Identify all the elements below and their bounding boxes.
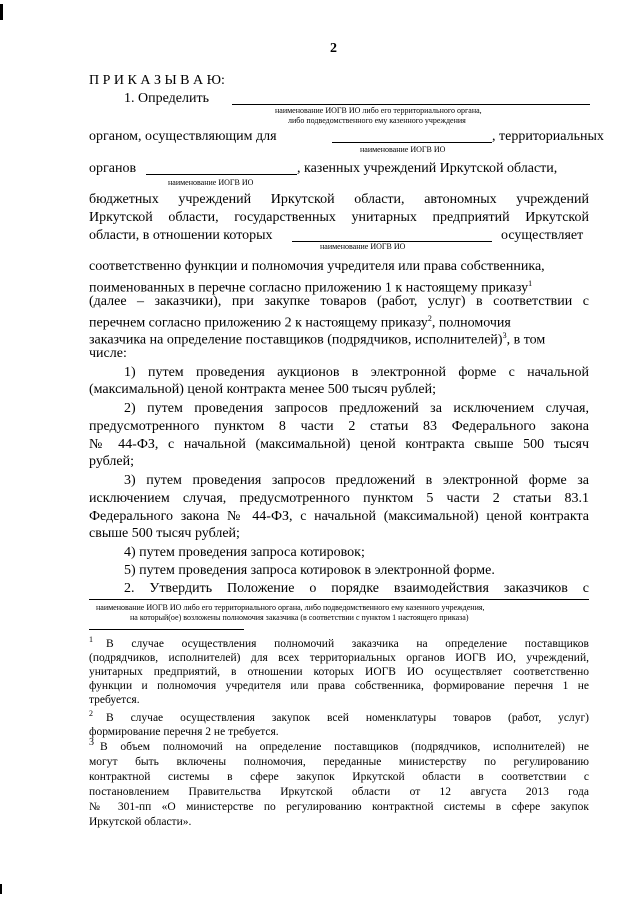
- scan-mark-bottom: [0, 884, 2, 894]
- subitem2-line4: рублей;: [89, 454, 134, 469]
- line6-right: осуществляет: [501, 228, 584, 243]
- footnote-1-line1: В случае осуществления полномочий заказчика на определение поставщиков: [106, 638, 589, 650]
- blank-line-3: [146, 174, 297, 175]
- footnote-3-mark: 3: [89, 737, 94, 748]
- line10-text: перечнем согласно приложению 2 к настоящему приказу: [89, 315, 428, 331]
- footnote-2-mark: 2: [89, 709, 93, 718]
- footnote-3-line5: № 301-пп «О министерстве по регулированию контрактной системы в сфере закупок: [89, 801, 589, 813]
- footnote-2-line1: В случае осуществления закупок всей номенклатуры товаров (работ, услуг): [106, 712, 589, 724]
- footnote-ref-2: 2: [427, 314, 432, 323]
- footnote-1-line4: функции и полномочия учредителя или права собственника, формирование перечня 1 не: [89, 680, 589, 692]
- footnote-ref-1: 1: [528, 279, 533, 288]
- line2-left: органом, осуществляющим для: [89, 129, 277, 144]
- subitem3-line3: Федерального закона № 44-ФЗ, с начальной (максимальной) ценой контракта: [89, 509, 589, 524]
- line2-right: , территориальных: [492, 129, 604, 144]
- footnote-3-line4: постановлением Правительства Иркутской области от 12 августа 2013 года: [89, 786, 589, 798]
- item2-text: 2. Утвердить Положение о порядке взаимодействия заказчиков с: [124, 581, 589, 596]
- line9: (далее – заказчики), при закупке товаров (работ, услуг) в соответствии с: [89, 294, 589, 309]
- caption-1a: наименование ИОГВ ИО либо его территориального органа,: [275, 106, 482, 115]
- subitem3-line1: 3) путем проведения запросов предложений в электронной форме за: [124, 473, 589, 488]
- line3-right: , казенных учреждений Иркутской области,: [297, 161, 558, 176]
- item2-caption-2: на который(ое) возложены полномочия заказчика (в соответствии с пунктом 1 настоящего приказа): [130, 613, 469, 622]
- footnote-2-line2: формирование перечня 2 не требуется.: [89, 726, 279, 738]
- line3-left: органов: [89, 161, 137, 176]
- line8-text: поименованных в перечне согласно приложению 1 к настоящему приказу: [89, 280, 529, 296]
- footnote-1-line5: требуется.: [89, 694, 140, 706]
- subitem1-line2: (максимальной) ценой контракта менее 500 тысяч рублей;: [89, 382, 437, 397]
- subitem5: 5) путем проведения запроса котировок в электронной форме.: [124, 563, 495, 578]
- caption-4: наименование ИОГВ ИО: [320, 242, 406, 251]
- caption-3: наименование ИОГВ ИО: [168, 178, 254, 187]
- subitem2-line2: предусмотренного пунктом 8 части 2 статьи 83 Федерального закона: [89, 419, 589, 434]
- line7: соответственно функции и полномочия учредителя или права собственника,: [89, 259, 545, 274]
- subitem2-line3: № 44-ФЗ, с начальной (максимальной) ценой контракта свыше 500 тысяч: [89, 437, 589, 452]
- subitem3-line2: исключением случая, предусмотренного пунктом 5 части 2 статьи 83.1: [89, 491, 589, 506]
- line11-text: заказчика на определение поставщиков (подрядчиков, исполнителей): [89, 332, 503, 348]
- caption-1b: либо подведомственного ему казенного учреждения: [288, 116, 466, 125]
- subitem1-line1: 1) путем проведения аукционов в электронной форме с начальной: [124, 365, 589, 380]
- subitem2-line1: 2) путем проведения запросов предложений за исключением случая,: [124, 401, 589, 416]
- footnote-ref-3: 3: [502, 331, 507, 340]
- line4: бюджетных учреждений Иркутской области, автономных учреждений: [89, 192, 589, 207]
- footnote-1-line2: (подрядчиков, исполнителей) для всех территориальных органов ИОГВ ИО, учреждений,: [89, 652, 589, 664]
- line6-left: области, в отношении которых: [89, 228, 273, 243]
- subitem3-line4: свыше 500 тысяч рублей;: [89, 526, 240, 541]
- item1-lead: 1. Определить: [124, 91, 209, 106]
- line10-tail: , полномочия: [431, 315, 511, 331]
- item2-caption-1: наименование ИОГВ ИО либо его территориального органа, либо подведомственного ему казенного учреждения,: [96, 603, 485, 612]
- subitem4: 4) путем проведения запроса котировок;: [124, 545, 365, 560]
- line12: числе:: [89, 346, 127, 361]
- footnote-separator: [89, 629, 244, 630]
- scan-mark-top: [0, 4, 3, 20]
- blank-line-2: [332, 142, 492, 143]
- footnote-3-line2: могут быть включены полномочия, переданные министерству по регулированию: [89, 756, 589, 768]
- order-heading: П Р И К А З Ы В А Ю:: [89, 73, 225, 88]
- blank-line-5: [89, 599, 589, 600]
- line11-tail: , в том: [506, 332, 546, 348]
- footnote-1-mark: 1: [89, 635, 93, 644]
- footnote-3-line6: Иркутской области».: [89, 816, 192, 828]
- blank-line-1: [232, 104, 590, 105]
- caption-2: наименование ИОГВ ИО: [360, 145, 446, 154]
- footnote-3-line1: В объем полномочий на определение поставщиков (подрядчиков, исполнителей) не: [100, 741, 589, 753]
- footnote-3-line3: контрактной системы в сфере закупок Иркутской области в соответствии с: [89, 771, 589, 783]
- footnote-1-line3: унитарных предприятий, в отношении которых ИОГВ ИО осуществляет соответственно: [89, 666, 589, 678]
- line11: [89, 327, 545, 350]
- line5: Иркутской области, государственных унитарных предприятий Иркутской: [89, 210, 589, 225]
- page-number: 2: [330, 41, 337, 56]
